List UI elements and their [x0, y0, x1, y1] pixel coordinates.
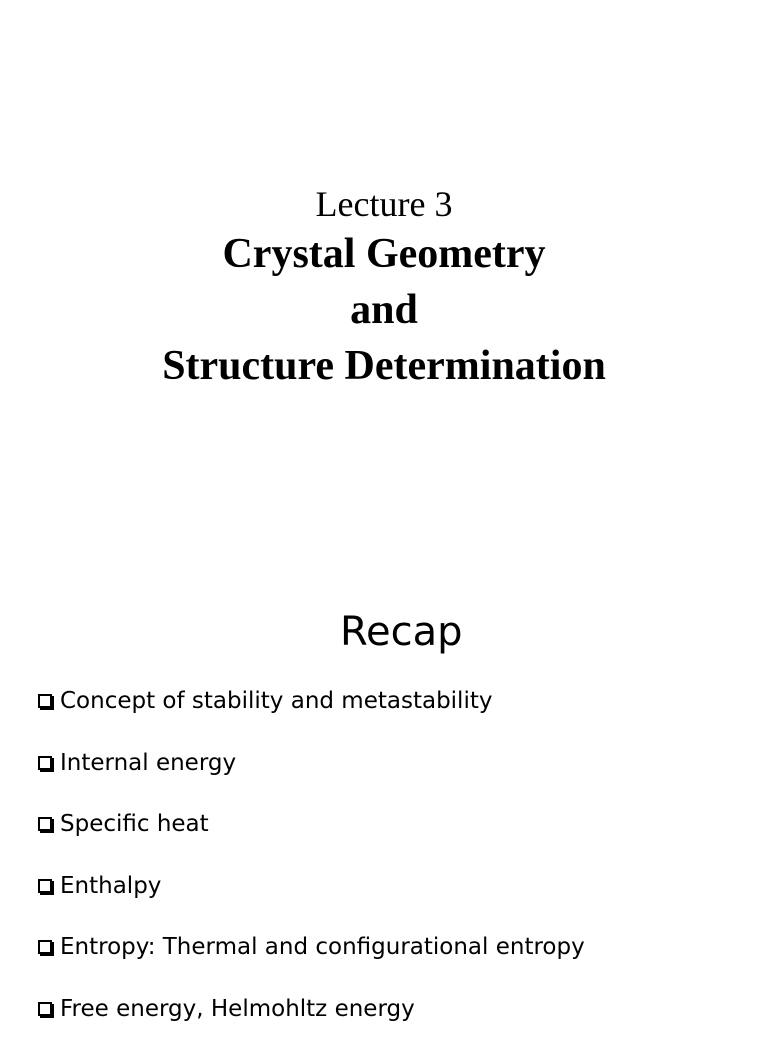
recap-item-label: Internal energy: [60, 745, 236, 781]
checkbox-icon: [38, 940, 52, 954]
checkbox-icon: [38, 879, 52, 893]
recap-item-enthalpy: [38, 868, 585, 930]
checkbox-icon: [38, 817, 52, 831]
recap-item-internal-energy: [38, 745, 585, 807]
recap-item-label: Free energy, Helmohltz energy: [60, 991, 415, 1027]
recap-list: [38, 683, 585, 1052]
checkbox-icon: [38, 694, 52, 708]
title-line-2: and: [0, 282, 768, 338]
recap-item-free-energy: [38, 991, 585, 1052]
recap-item-stability: [38, 683, 585, 745]
recap-heading: Recap: [340, 604, 463, 660]
recap-item-label: Specific heat: [60, 806, 209, 842]
recap-item-entropy: [38, 929, 585, 991]
slide-title-block: [0, 182, 768, 394]
recap-item-specific-heat: [38, 806, 585, 868]
title-line-1: Crystal Geometry: [0, 226, 768, 282]
recap-item-label: Concept of stability and metastability: [60, 683, 492, 719]
recap-item-label: Entropy: Thermal and configurational entropy: [60, 929, 585, 965]
lecture-number: Lecture 3: [0, 182, 768, 226]
checkbox-icon: [38, 1002, 52, 1016]
recap-item-label: Enthalpy: [60, 868, 161, 904]
title-line-3: Structure Determination: [0, 338, 768, 394]
checkbox-icon: [38, 756, 52, 770]
